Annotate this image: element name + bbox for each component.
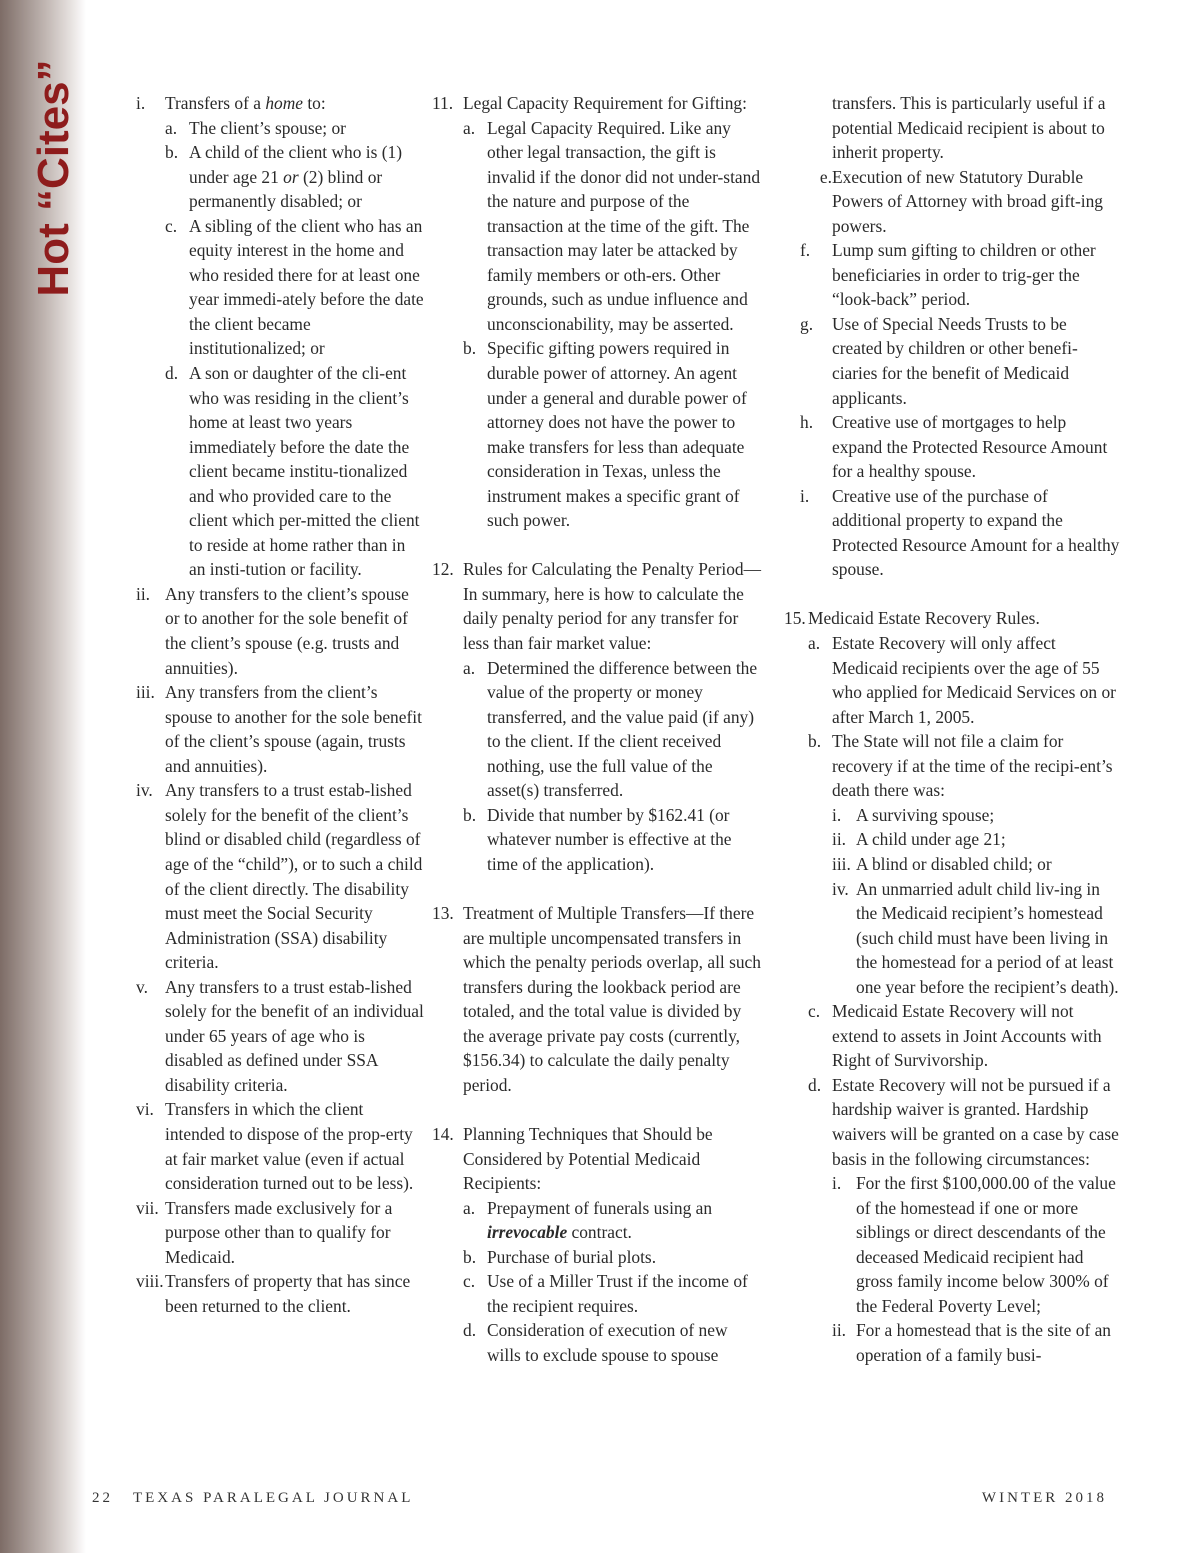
list-item: [136, 778, 426, 974]
spacer: [800, 582, 1120, 607]
list-item: [800, 827, 1120, 852]
list-text: Creative use of the purchase of additional property to expand the Protected Resource Amount for a healthy spouse.: [832, 485, 1120, 580]
list-marker: a.: [463, 1197, 476, 1218]
list-item-continued: [800, 91, 1120, 165]
journal-name: TEXAS PARALEGAL JOURNAL: [132, 1490, 414, 1506]
list-text: For a homestead that is the site of an operation of a family busi-: [856, 1320, 1112, 1365]
list-text: A sibling of the client who has an equity interest in the home and who resided there for at least one year immedi-ately before the date the client became institutionalized; or: [189, 215, 424, 359]
list-marker: 14.: [432, 1123, 454, 1144]
list-text: A child of the client who is (1) under age 21 or (2) blind or permanently disabled; or: [189, 142, 402, 212]
list-item: [432, 91, 762, 116]
list-item: [800, 803, 1120, 828]
list-text: The State will not file a claim for recovery if at the time of the recipi-ent’s death there was:: [832, 731, 1113, 801]
list-item: [432, 557, 762, 655]
list-text: For the first $100,000.00 of the value of the homestead if one or more siblings or direct descendants of the deceased Medicaid recipient had gross family income below 300% of the Federal Poverty Level;: [856, 1173, 1116, 1316]
list-text: Consideration of execution of new wills to exclude spouse to spouse: [487, 1320, 728, 1365]
list-item: [136, 1097, 426, 1195]
list-text: Purchase of burial plots.: [487, 1246, 657, 1267]
list-marker: f.: [800, 240, 811, 261]
list-text: Legal Capacity Required. Like any other legal transaction, the gift is invalid if the donor did not under-stand the nature and purpose of the transaction at the time of the gift. The transaction may later be attacked by family members or oth-ers. Other grounds, such as undue influence and unconscionability, may be asserted.: [487, 117, 761, 334]
list-item: [800, 852, 1120, 877]
list-text: Determined the difference between the value of the property or money transferred, and the value paid (if any) to the client. If the client received nothing, use the full value of the asset(s) transferred.: [487, 657, 758, 801]
list-marker: i.: [832, 804, 842, 825]
list-text: Use of a Miller Trust if the income of the recipient requires.: [487, 1271, 748, 1316]
list-marker: i.: [832, 1173, 842, 1194]
list-item: [800, 1318, 1120, 1367]
list-text: Specific gifting powers required in durable power of attorney. An agent under a general and durable power of attorney does not have the power to make transfers for less than adequate consideration in Texas, unless the instrument makes a specific grant of such power.: [487, 338, 747, 531]
list-text: The client’s spouse; or: [189, 117, 346, 138]
list-item: [432, 803, 762, 877]
list-marker: ii.: [136, 583, 151, 604]
list-marker: c.: [463, 1271, 476, 1292]
list-text: A child under age 21;: [856, 829, 1006, 850]
list-text: transfers. This is particularly useful if a potential Medicaid recipient is about to inherit property.: [832, 93, 1106, 163]
list-item: [800, 238, 1120, 312]
list-text: Transfers of property that has since been returned to the client.: [165, 1271, 411, 1316]
list-marker: iii.: [832, 853, 851, 874]
list-marker: d.: [808, 1074, 822, 1095]
section-title-hot-cites: Hot “Cites”: [29, 59, 78, 297]
list-marker: 12.: [432, 559, 454, 580]
list-marker: ii.: [832, 829, 847, 850]
list-item: [432, 1196, 762, 1245]
list-item: [136, 1269, 426, 1318]
list-item: [800, 165, 1120, 239]
list-text: A blind or disabled child; or: [856, 853, 1052, 874]
list-marker: b.: [463, 1246, 477, 1267]
list-marker: iv.: [832, 878, 849, 899]
list-text: Rules for Calculating the Penalty Period—In summary, here is how to calculate the daily penalty period for any transfer for less than fair market value:: [463, 559, 762, 654]
list-item: [800, 484, 1120, 582]
spacer: [432, 1097, 762, 1122]
list-text: Prepayment of funerals using an irrevocable contract.: [487, 1197, 713, 1243]
list-marker: i.: [800, 485, 810, 506]
list-text: A surviving spouse;: [856, 804, 995, 825]
list-item: [136, 680, 426, 778]
list-marker: b.: [165, 142, 179, 163]
list-item: [800, 312, 1120, 410]
list-item: [136, 1196, 426, 1270]
list-marker: a.: [463, 657, 476, 678]
list-text: Estate Recovery will only affect Medicaid recipients over the age of 55 who applied for Medicaid Services on or after March 1, 2005.: [832, 633, 1116, 727]
list-text: Treatment of Multiple Transfers—If there are multiple uncompensated transfers in which the penalty periods overlap, all such transfers during the lookback period are totaled, and the total value is divided by the average private pay costs (currently, $156.34) to calculate the daily penalty period.: [463, 903, 761, 1095]
list-text: Creative use of mortgages to help expand the Protected Resource Amount for a healthy spouse.: [832, 412, 1108, 482]
list-item: [800, 729, 1120, 803]
list-item: [432, 336, 762, 532]
list-marker: a.: [463, 117, 476, 138]
list-item: [432, 1318, 762, 1367]
list-marker: 15.: [784, 608, 806, 629]
list-item: [800, 1171, 1120, 1318]
spacer: [432, 877, 762, 902]
list-text: Use of Special Needs Trusts to be created by children or other benefi-ciaries for the benefit of Medicaid applicants.: [832, 313, 1078, 408]
list-text: Estate Recovery will not be pursued if a hardship waiver is granted. Hardship waivers will be granted on a case by case basis in the following circumstances:: [832, 1074, 1119, 1169]
list-marker: 13.: [432, 903, 454, 924]
list-marker: i.: [136, 93, 146, 113]
list-text: Any transfers from the client’s spouse to another for the sole benefit of the client’s spouse (again, trusts and annuities).: [165, 682, 422, 776]
list-marker: h.: [800, 412, 814, 433]
list-text: Divide that number by $162.41 (or whatever number is effective at the time of the application).: [487, 804, 732, 874]
list-marker: 11.: [432, 93, 454, 113]
list-marker: ii.: [832, 1320, 847, 1341]
list-item: [432, 1122, 762, 1196]
list-text: Transfers of a home to:: [165, 93, 326, 113]
list-text: Any transfers to a trust estab-lished solely for the benefit of an individual under 65 years of age who is disabled as defined under SSA disability criteria.: [165, 976, 424, 1095]
footer-issue: WINTER 2018: [981, 1490, 1107, 1506]
list-item: [784, 606, 1120, 631]
list-marker: v.: [136, 976, 148, 997]
page-number: 22: [92, 1490, 113, 1506]
list-item: [432, 656, 762, 803]
list-marker: b.: [808, 731, 822, 752]
footer-left: [92, 1490, 413, 1507]
list-item: [432, 901, 762, 1097]
list-text: Execution of new Statutory Durable Powers of Attorney with broad gift-ing powers.: [832, 166, 1103, 236]
list-item: [432, 1269, 762, 1318]
list-marker: viii.: [136, 1271, 164, 1292]
list-text: Planning Techniques that Should be Considered by Potential Medicaid Recipients:: [463, 1123, 713, 1194]
list-marker: iii.: [136, 682, 155, 703]
list-text: Transfers made exclusively for a purpose other than to qualify for Medicaid.: [165, 1197, 393, 1267]
column-1: [136, 91, 426, 1318]
list-marker: g.: [800, 313, 814, 334]
list-marker: b.: [463, 338, 477, 359]
list-marker: vii.: [136, 1197, 159, 1218]
list-text: Any transfers to a trust estab-lished solely for the benefit of the client’s blind or disabled child (regardless of age of the “child”), or to such a child of the client directly. The disability must meet the Social Security Administration (SSA) disability criteria.: [165, 780, 423, 973]
list-marker: d.: [165, 363, 179, 384]
list-item: [432, 116, 762, 337]
list-marker: a.: [165, 117, 178, 138]
list-text: An unmarried adult child liv-ing in the Medicaid recipient’s homestead (such child must have been living in the homestead for a period of at least one year before the recipient’s death).: [856, 878, 1119, 997]
list-item: [136, 582, 426, 680]
column-2: [432, 91, 762, 1367]
list-marker: e.: [819, 166, 832, 187]
list-item: [136, 140, 426, 214]
list-item: [136, 214, 426, 361]
list-marker: c.: [165, 215, 178, 236]
list-marker: a.: [808, 633, 821, 654]
list-marker: iv.: [136, 780, 153, 801]
list-marker: b.: [463, 804, 477, 825]
list-text: Lump sum gifting to children or other beneficiaries in order to trig-ger the “look-back” period.: [832, 240, 1096, 310]
list-item: [800, 999, 1120, 1073]
list-item: [136, 975, 426, 1098]
column-3: [784, 91, 1120, 1367]
list-text: Medicaid Estate Recovery Rules.: [808, 608, 1040, 629]
list-marker: d.: [463, 1320, 477, 1341]
list-item: [136, 91, 426, 116]
spacer: [432, 533, 762, 558]
list-item: [800, 1073, 1120, 1171]
list-marker: vi.: [136, 1099, 154, 1120]
list-item: [432, 1245, 762, 1270]
list-item: [136, 361, 426, 582]
list-text: Legal Capacity Requirement for Gifting:: [463, 93, 747, 113]
list-item: [800, 410, 1120, 484]
list-item: [800, 877, 1120, 1000]
list-marker: c.: [808, 1001, 821, 1022]
list-item: [800, 631, 1120, 729]
list-text: Any transfers to the client’s spouse or to another for the sole benefit of the client’s spouse (e.g. trusts and annuities).: [165, 583, 409, 678]
list-text: Transfers in which the client intended to dispose of the prop-erty at fair market value (even if actual consideration turned out to be less).: [165, 1099, 414, 1194]
list-text: A son or daughter of the cli-ent who was residing in the client’s home at least two years immediately before the date the client became institu-tionalized and who provided care to the client which per-mitted the client to reside at home rather than in an insti-tution or facility.: [189, 363, 420, 580]
list-text: Medicaid Estate Recovery will not extend to assets in Joint Accounts with Right of Survivorship.: [832, 1001, 1102, 1071]
list-item: [136, 116, 426, 141]
